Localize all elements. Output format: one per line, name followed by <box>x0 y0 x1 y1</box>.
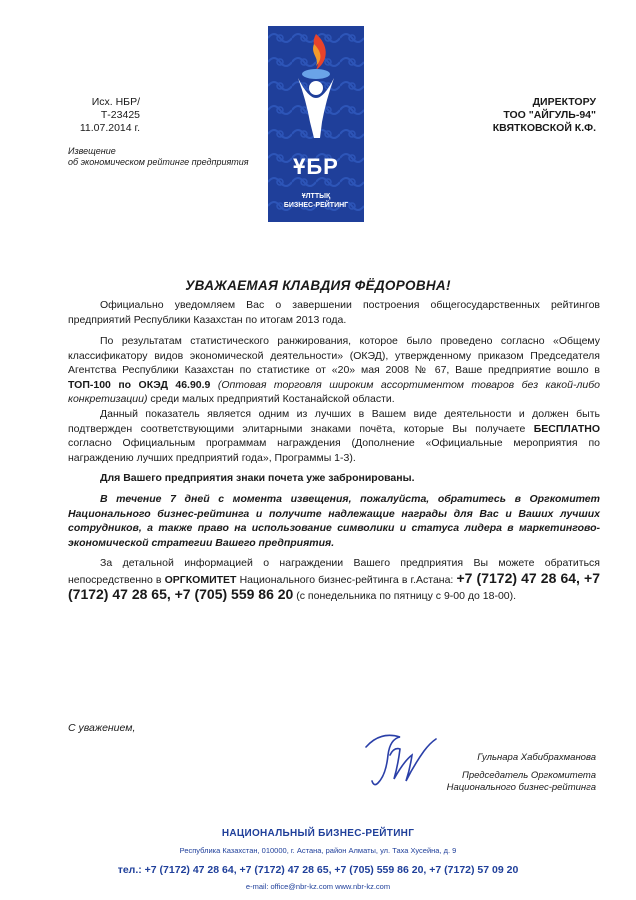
paragraph-6-orgcommittee: ОРГКОМИТЕТ <box>164 573 237 586</box>
footer-email-web: e-mail: office@nbr-kz.com www.nbr-kz.com <box>245 882 391 891</box>
addressee-line-2: ТОО "АЙГУЛЬ-94" <box>503 109 596 121</box>
paragraph-2-top-rank: ТОП-100 по ОКЭД 46.90.9 <box>68 378 211 391</box>
handwritten-signature <box>360 725 440 795</box>
paragraph-2-activity: (Оптовая торговля широким ассортиментом товаров без какой-либо конкретизации) <box>68 378 600 405</box>
signer-name: Гульнара Хабибрахманова <box>477 752 596 763</box>
paragraph-3-free: БЕСПЛАТНО <box>533 422 600 435</box>
paragraph-3-text-a: Данный показатель является одним из лучших в Вашем виде деятельности и должен быть подтвержден соответствующими элитарными знаками почёта, которые Вы получаете <box>68 408 600 435</box>
paragraph-5: В течение 7 дней с момента извещения, пожалуйста, обратитесь в Оргкомитет Национального бизнес-рейтинга и получите надлежащие награды для Вас и Ваших лучших сотрудников, а также право на использование символики и статуса лидера в маркетингово-экономической стратегии Вашего предприятия. <box>68 493 600 549</box>
paragraph-6-phones: +7 (7172) 47 28 64, +7 (7172) 47 28 65, +7 (705) 559 86 20 <box>68 569 600 602</box>
notice-line-1: Извещение <box>68 146 116 156</box>
paragraph-6-text-c: (с понедельника по пятницу с 9-00 до 18-00). <box>293 590 517 602</box>
signer-block <box>447 752 596 794</box>
logo-abbreviation: ҰБР <box>293 154 339 179</box>
paragraph-6-text-b: Национального бизнес-рейтинга в г.Астана: <box>236 573 457 586</box>
footer-phones: тел.: +7 (7172) 47 28 64, +7 (7172) 47 28 65, +7 (705) 559 86 20, +7 (7172) 57 09 20 <box>117 864 519 876</box>
paragraph-3 <box>68 407 600 465</box>
addressee-line-1: ДИРЕКТОРУ <box>532 96 596 108</box>
reference-number: Исх. НБР/Т-23425 <box>91 96 140 121</box>
paragraph-3-text-b: согласно Официальным программам награждения (Дополнение «Официальные мероприятия по награждению лучших предприятий года», Программы 1-3). <box>68 437 600 464</box>
footer-organization: НАЦИОНАЛЬНЫЙ БИЗНЕС-РЕЙТИНГ <box>221 828 415 839</box>
paragraph-2 <box>68 334 600 407</box>
closing-regards: С уважением, <box>68 722 136 734</box>
notice-line-2: об экономическом рейтинге предприятия <box>68 157 249 167</box>
paragraph-2-text-b: среди малых предприятий Костанайской области. <box>147 393 395 405</box>
paragraph-4: Для Вашего предприятия знаки почета уже забронированы. <box>100 472 415 484</box>
signer-title-1: Председатель Оргкомитета <box>461 770 596 781</box>
addressee-line-3: КВЯТКОВСКОЙ К.Ф. <box>492 122 596 134</box>
notice-subject <box>68 146 249 168</box>
salutation: УВАЖАЕМАЯ КЛАВДИЯ ФЁДОРОВНА! <box>185 278 451 293</box>
logo-subtitle <box>268 192 364 210</box>
paragraph-6-text-a: За детальной информацией о награждении Вашего предприятия Вы можете обратиться непосредственно в <box>68 557 600 586</box>
reference-date: 11.07.2014 г. <box>79 122 140 134</box>
paragraph-2-text-a: По результатам статистического ранжирования, которое было проведено согласно «Общему классификатору видов экономической деятельности» (ОКЭД), утвержденному приказом Председателя Агентства Республики Казахстан по статистике от «20» мая 2008 № 67, Ваше предприятие вошло в <box>68 335 600 376</box>
reference-block <box>60 96 140 135</box>
paragraph-1: Официально уведомляем Вас о завершении построения общегосударственных рейтингов предприятий Республики Казахстан по итогам 2013 года. <box>68 299 600 326</box>
footer-address: Республика Казахстан, 010000, г. Астана, район Алматы, ул. Таха Хусейна, д. 9 <box>179 846 457 855</box>
logo-subtitle-line-2: БИЗНЕС-РЕЙТИНГ <box>283 202 349 209</box>
addressee-block <box>493 96 596 135</box>
paragraph-6 <box>68 556 600 604</box>
logo-subtitle-line-1: ҰЛТТЫҚ <box>301 193 331 200</box>
signer-title-2: Национального бизнес-рейтинга <box>446 782 596 793</box>
organization-logo <box>268 26 364 222</box>
